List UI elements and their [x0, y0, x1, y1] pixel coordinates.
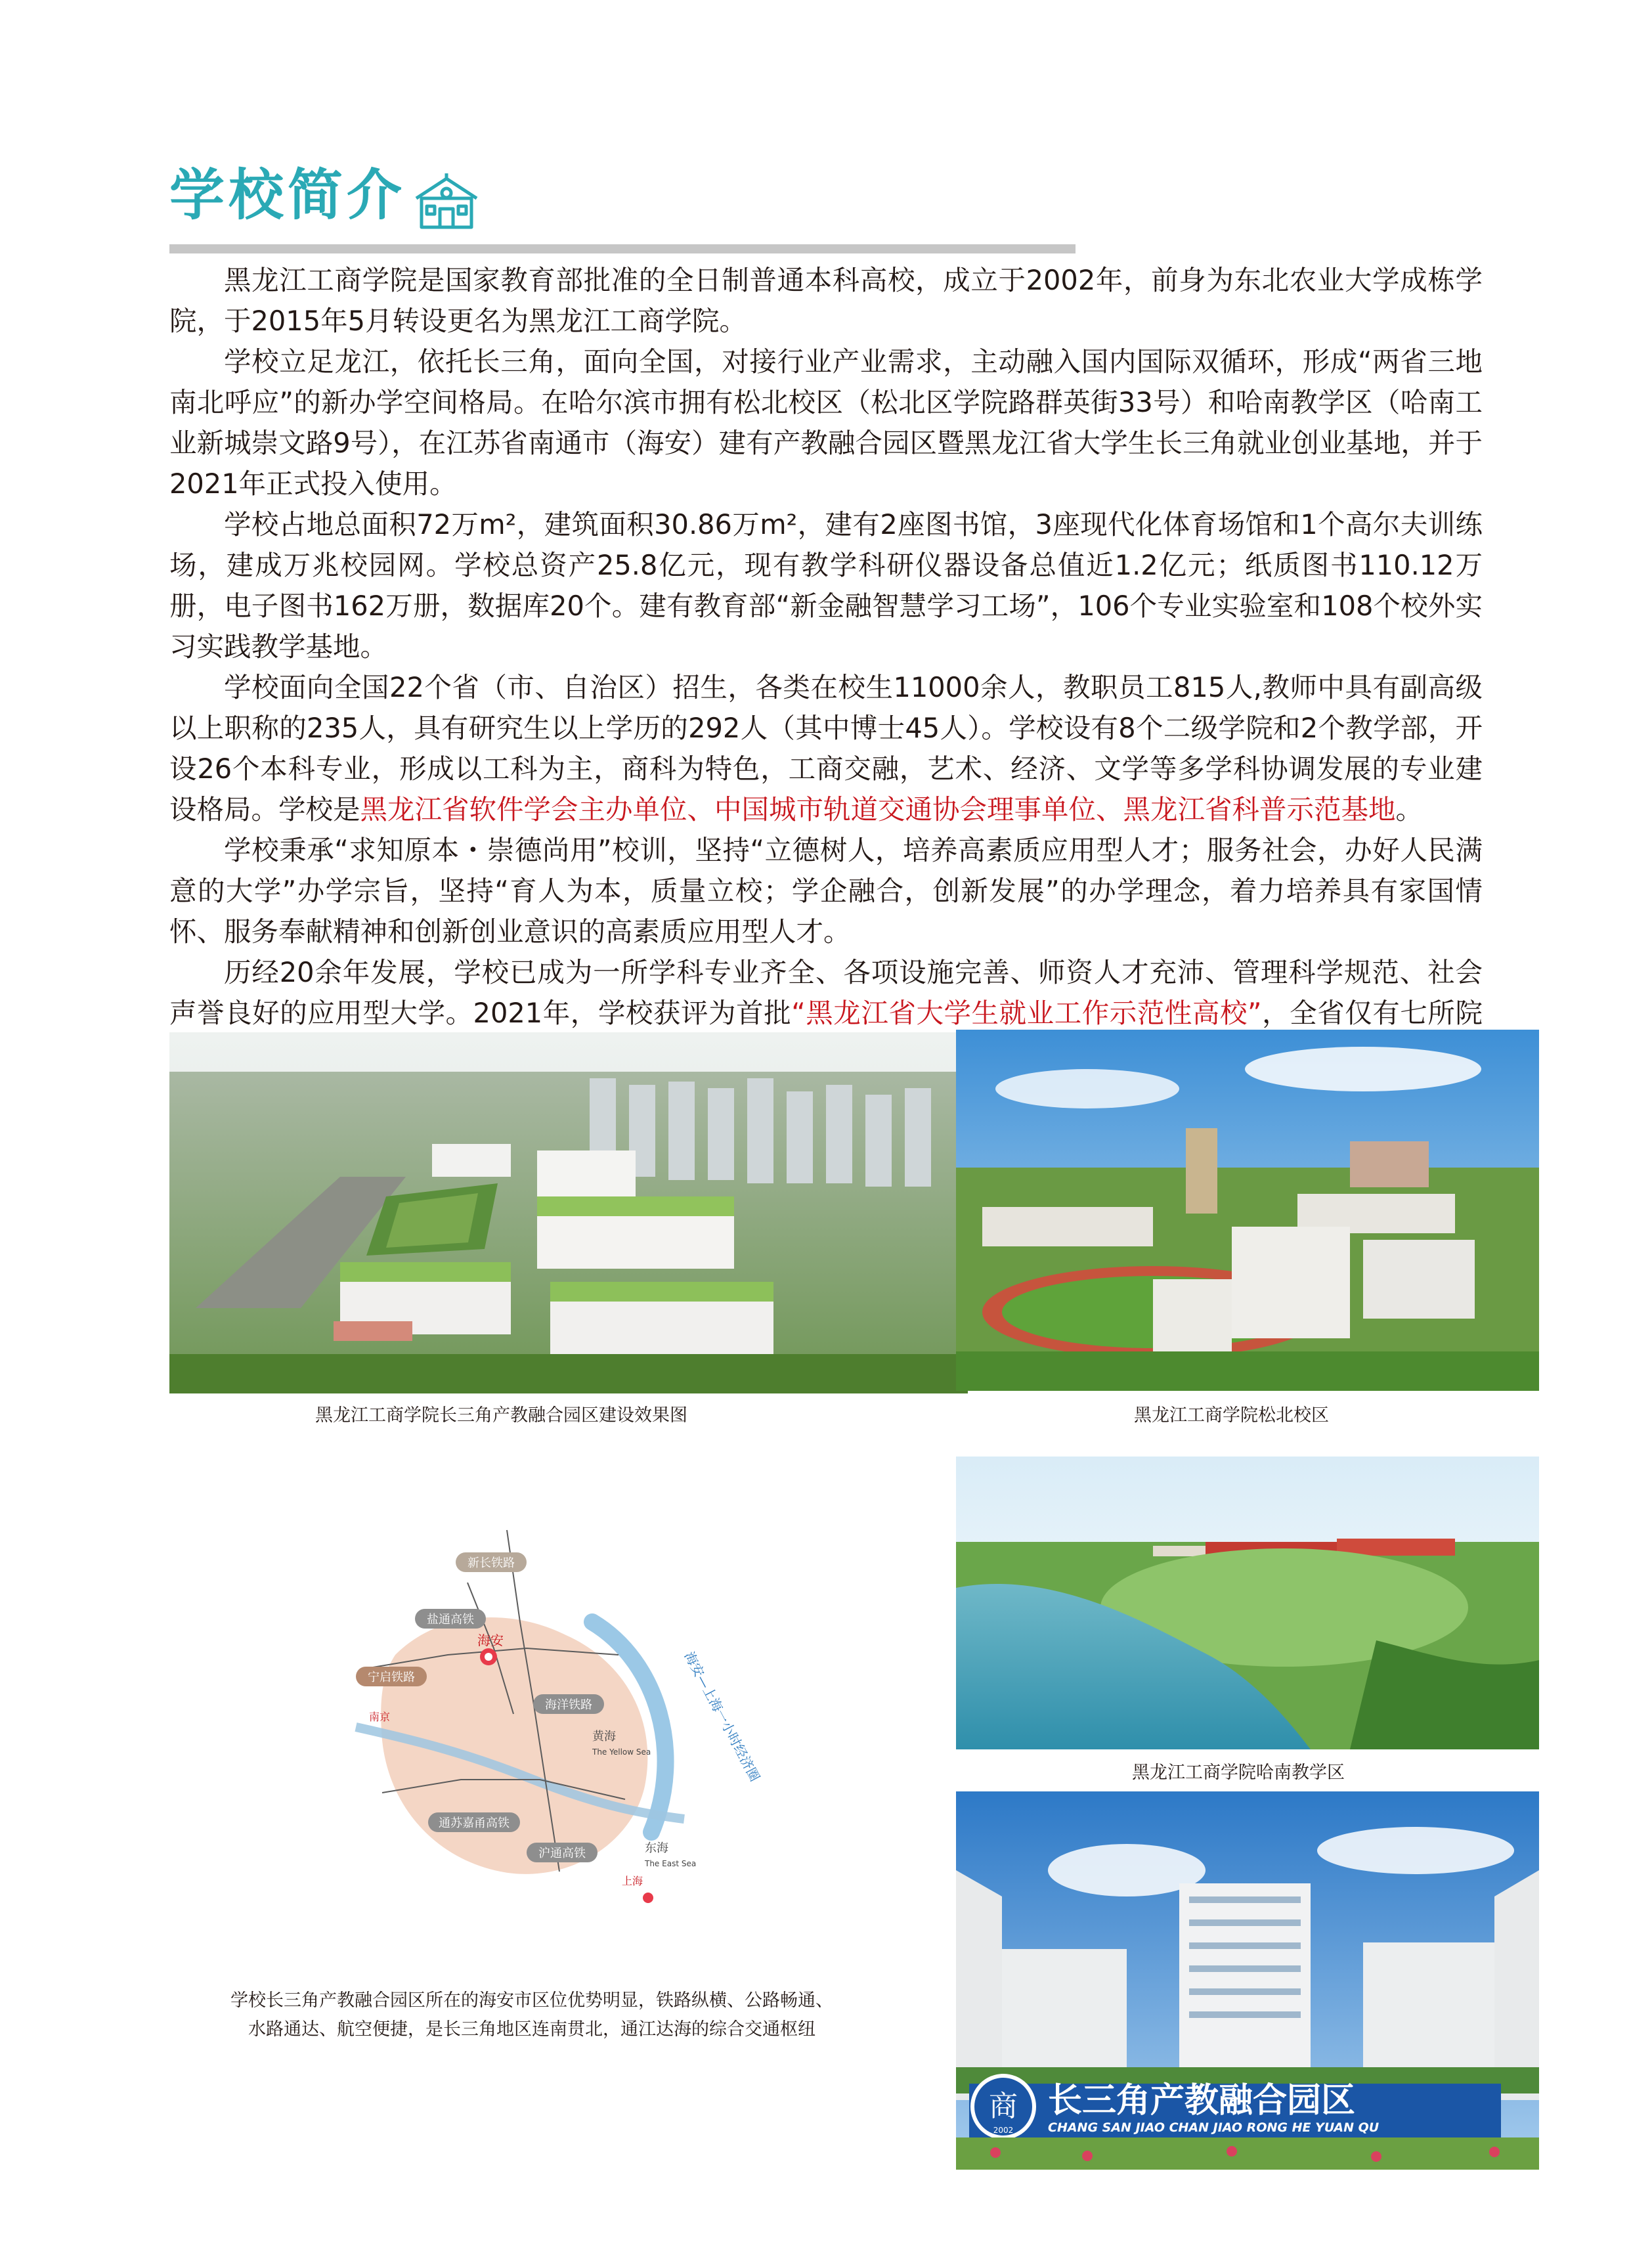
sea-label: 东海	[645, 1841, 668, 1855]
highlight-text: “黑龙江省大学生就业工作示范性高校”	[791, 997, 1262, 1029]
railway-label: 盐通高铁	[427, 1613, 474, 1627]
railway-label: 新长铁路	[467, 1556, 515, 1570]
songbei-caption: 黑龙江工商学院松北校区	[1134, 1405, 1329, 1426]
sea-label: The Yellow Sea	[592, 1747, 651, 1757]
intro-paragraph: 学校占地总面积72万m²，建筑面积30.86万m²，建有2座图书馆，3座现代化体育场馆和1个高尔夫训练场，建成万兆校园网。学校总资产25.8亿元，现有教学科研仪器设备总值近1.2亿元；纸质图书110.12万册，电子图书162万册，数据库20个。建有教育部“新金融智慧学习工场”，106个专业实验室和108个校外实习实践教学基地。	[169, 508, 1483, 663]
hanan-caption: 黑龙江工商学院哈南教学区	[1132, 1763, 1345, 1783]
gate-logo-char: 商	[989, 2090, 1018, 2123]
intro-paragraph: 学校立足龙江，依托长三角，面向全国，对接行业产业需求，主动融入国内国际双循环，形成“两省三地南北呼应”的新办学空间格局。在哈尔滨市拥有松北校区（松北区学院路群英街33号）和哈南教学区（哈南工业新城崇文路9号），在江苏省南通市（海安）建有产教融合园区暨黑龙江省大学生长三角就业创业基地，并于2021年正式投入使用。	[169, 345, 1483, 500]
railway-label: 通苏嘉甬高铁	[439, 1816, 510, 1830]
songbei-campus-photo	[956, 1030, 1539, 1391]
gate-sign-pinyin: CHANG SAN JIAO CHAN JIAO RONG HE YUAN QU	[1048, 2120, 1380, 2135]
map-caption-line: 水路通达、航空便捷，是长三角地区连南贯北，通江达海的综合交通枢纽	[248, 2019, 815, 2040]
sea-label: The East Sea	[645, 1859, 697, 1868]
header-rule	[169, 244, 1076, 253]
map-caption	[164, 1986, 900, 2044]
page-title: 学校简介	[169, 163, 406, 227]
school-building-icon	[412, 172, 481, 230]
section-header	[169, 154, 1076, 259]
hanan-campus-photo	[956, 1457, 1539, 1749]
map-nanjing-label: 南京	[369, 1711, 391, 1723]
location-map	[316, 1504, 763, 1963]
map-caption-line: 学校长三角产教融合园区所在的海安市区位优势明显，铁路纵横、公路畅通、	[230, 1990, 833, 2011]
railway-label: 海洋铁路	[545, 1698, 592, 1712]
intro-paragraph: 学校秉承“求知原本・崇德尚用”校训，坚持“立德树人，培养高素质应用型人才；服务社会，办好人民满意的大学”办学宗旨，坚持“育人为本，质量立校；学企融合，创新发展”的办学理念，着力培养具有家国情怀、服务奉献精神和创新创业意识的高素质应用型人才。	[169, 834, 1483, 948]
railway-label: 宁启铁路	[368, 1671, 415, 1684]
intro-text-run: 学校面向全国22个省（市、自治区）招生，各类在校生11000余人，教职员工815人,教师中具有副高级以上职称的235人，具有研究生以上学历的292人（其中博士45人）。学校设有8个二级学院和2个教学部，开设26个本科专业，形成以工科为主，商科为特色，工商交融，艺术、经济、文学等多学科协调发展的专业建设格局。学校是	[169, 671, 1483, 825]
map-shanghai-label: 上海	[622, 1875, 643, 1887]
campus-render-photo	[169, 1032, 968, 1393]
intro-paragraph: 黑龙江工商学院是国家教育部批准的全日制普通本科高校，成立于2002年，前身为东北农业大学成栋学院，于2015年5月转设更名为黑龙江工商学院。	[169, 264, 1483, 337]
intro-paragraph	[169, 667, 1483, 830]
intro-text-run: 。	[1395, 793, 1424, 825]
railway-label: 沪通高铁	[538, 1847, 586, 1860]
highlight-text: 黑龙江省软件学会主办单位、中国城市轨道交通协会理事单位、黑龙江省科普示范基地	[360, 793, 1396, 825]
park-gate-photo	[956, 1791, 1539, 2170]
economic-circle-label: 海安—上海一小时经济圈	[681, 1649, 763, 1784]
intro-text-run: ，全省仅有七所院	[1261, 997, 1483, 1029]
intro-text	[169, 260, 1483, 1074]
gate-sign-chinese: 长三角产教融合园区	[1048, 2080, 1356, 2120]
intro-text-run: 历经20余年发展，学校已成为一所学科专业齐全、各项设施完善、师资人才充沛、管理科学规范、社会声誉良好的应用型大学。2021年，学校获评为首批	[169, 956, 1483, 1029]
campus-render-caption: 黑龙江工商学院长三角产教融合园区建设效果图	[315, 1405, 687, 1426]
gate-logo-year: 2002	[993, 2126, 1014, 2135]
sea-label: 黄海	[592, 1730, 616, 1743]
map-center-label: 海安	[477, 1632, 504, 1648]
